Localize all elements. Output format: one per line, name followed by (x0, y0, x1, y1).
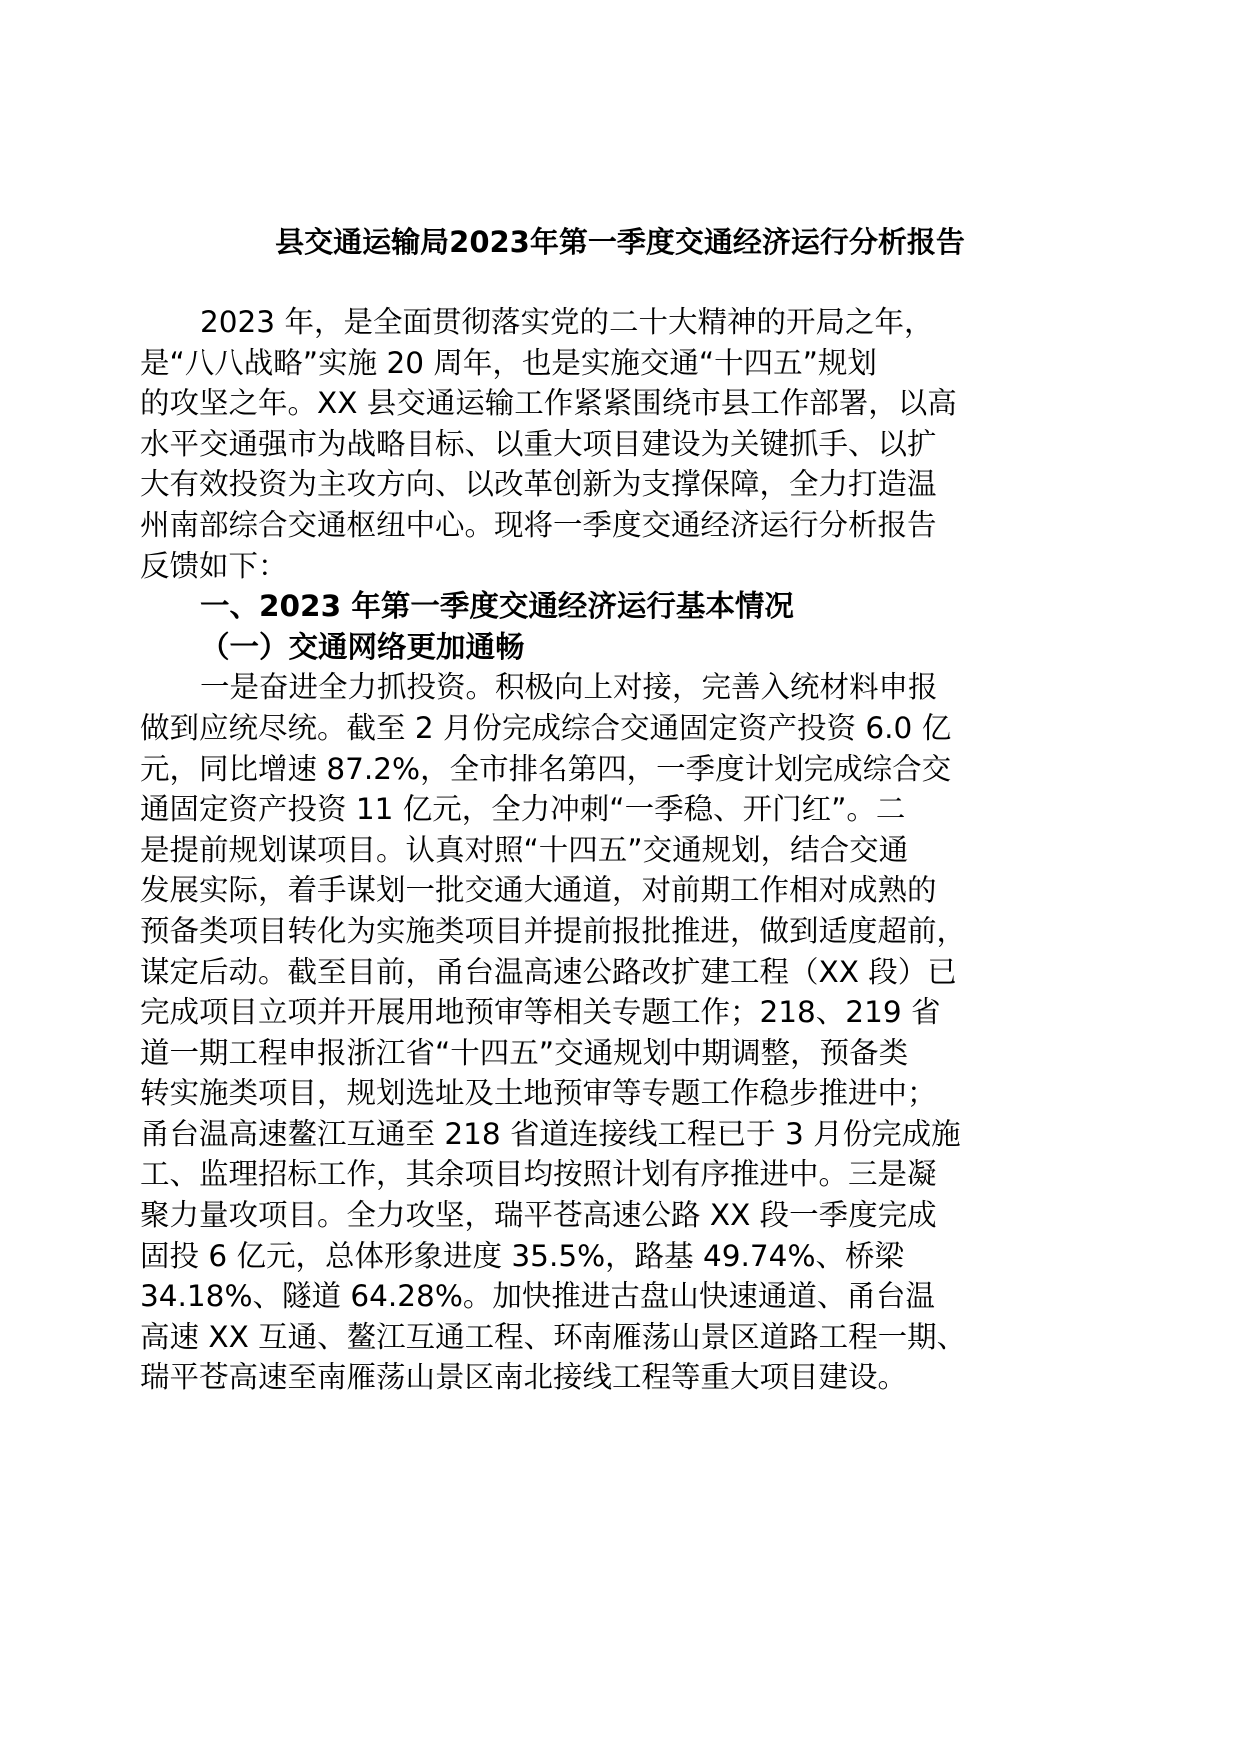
section-heading: 一、2023 年第一季度交通经济运行基本情况 (200, 589, 794, 624)
text-line: 大有效投资为主攻方向、以改革创新为支撑保障，全力打造温 (140, 467, 937, 502)
text-line: 甬台温高速鳌江互通至 218 省道连接线工程已于 3 月份完成施 (140, 1116, 961, 1151)
text-line: 的攻坚之年。XX 县交通运输工作紧紧围绕市县工作部署，以高 (140, 386, 957, 421)
text-line: 预备类项目转化为实施类项目并提前报批推进，做到适度超前， (140, 913, 967, 948)
text-line: 是“八八战略”实施 20 周年，也是实施交通“十四五”规划 (140, 345, 877, 380)
text-line: 反馈如下： (140, 548, 288, 583)
document-body (140, 302, 990, 1398)
text-line: 发展实际，着手谋划一批交通大通道，对前期工作相对成熟的 (140, 873, 937, 908)
text-line: 水平交通强市为战略目标、以重大项目建设为关键抓手、以扩 (140, 426, 937, 461)
text-line: 一是奋进全力抓投资。积极向上对接，完善入统材料申报 (200, 670, 938, 705)
text-line: 工、监理招标工作，其余项目均按照计划有序推进中。三是凝 (140, 1157, 937, 1192)
text-line: 元，同比增速 87.2%，全市排名第四，一季度计划完成综合交 (140, 751, 952, 786)
section-paragraph (140, 667, 990, 1398)
document-title: 县交通运输局2023年第一季度交通经济运行分析报告 (275, 225, 965, 259)
text-line: 通固定资产投资 11 亿元，全力冲刺“一季稳、开门红”。二 (140, 792, 906, 827)
text-line: 道一期工程申报浙江省“十四五”交通规划中期调整，预备类 (140, 1035, 909, 1070)
text-line: 高速 XX 互通、鳌江互通工程、环南雁荡山景区道路工程一期、 (140, 1319, 967, 1354)
text-line: 是提前规划谋项目。认真对照“十四五”交通规划，结合交通 (140, 832, 909, 867)
text-line: 做到应统尽统。截至 2 月份完成综合交通固定资产投资 6.0 亿 (140, 710, 952, 745)
text-line: 34.18%、隧道 64.28%。加快推进古盘山快速通道、甬台温 (140, 1279, 935, 1314)
intro-paragraph (140, 302, 990, 586)
text-line: 州南部综合交通枢纽中心。现将一季度交通经济运行分析报告 (140, 507, 937, 542)
text-line: 2023 年，是全面贯彻落实党的二十大精神的开局之年， (200, 305, 934, 339)
text-line: 聚力量攻项目。全力攻坚，瑞平苍高速公路 XX 段一季度完成 (140, 1198, 937, 1233)
text-line: 固投 6 亿元，总体形象进度 35.5%，路基 49.74%、桥梁 (140, 1238, 904, 1273)
text-line: 谋定后动。截至目前，甬台温高速公路改扩建工程（XX 段）已 (140, 954, 957, 989)
subsection-heading: （一）交通网络更加通畅 (200, 629, 525, 664)
text-line: 完成项目立项并开展用地预审等相关专题工作；218、219 省 (140, 995, 941, 1030)
text-line: 瑞平苍高速至南雁荡山景区南北接线工程等重大项目建设。 (140, 1360, 908, 1395)
text-line: 转实施类项目，规划选址及土地预审等专题工作稳步推进中； (140, 1076, 937, 1111)
